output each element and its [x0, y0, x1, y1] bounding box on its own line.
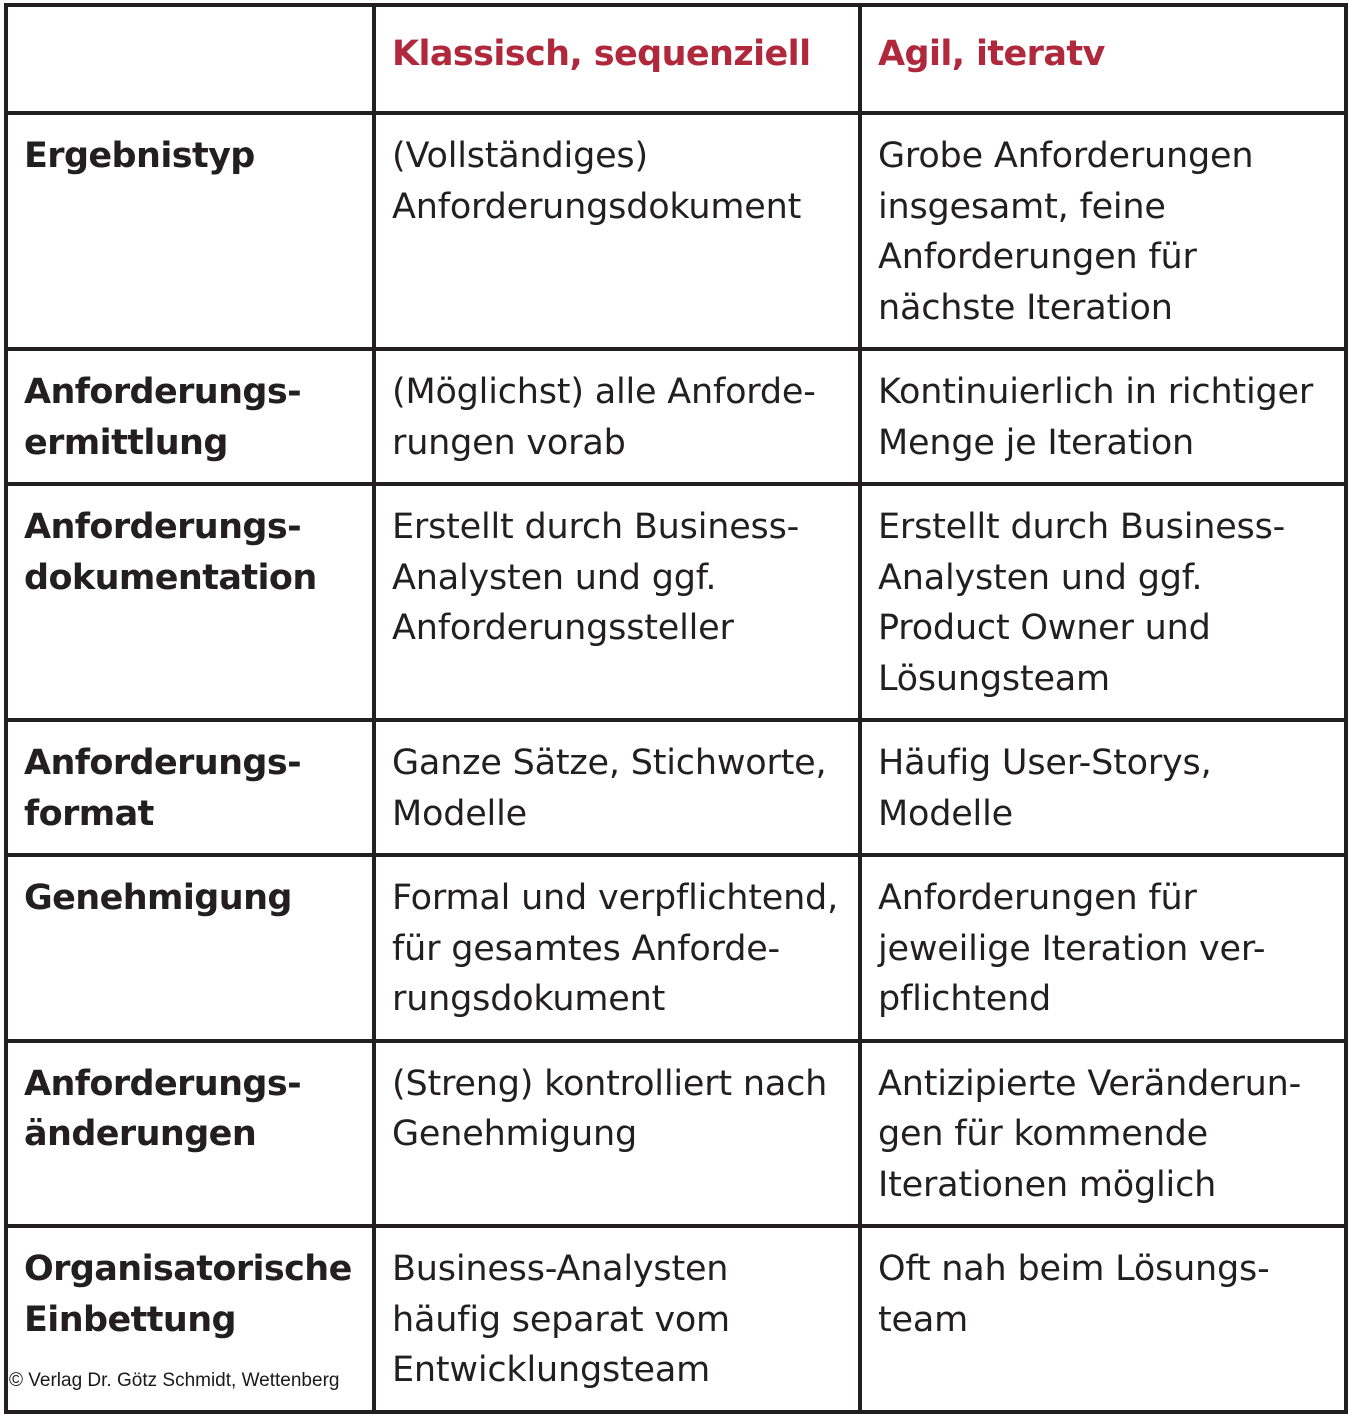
row-label: Anforderungs- änderungen: [6, 1041, 374, 1227]
row-label: Anforderungs- format: [6, 720, 374, 855]
row-label: Ergebnistyp: [6, 113, 374, 349]
cell-agil: Erstellt durch Business- Analysten und ggf. Product Owner und Lösungsteam: [860, 484, 1346, 720]
cell-klassisch: (Möglichst) alle Anforde- rungen vorab: [374, 349, 860, 484]
table-row: [6, 113, 1346, 349]
cell-agil: Kontinuierlich in richtiger Menge je Iteration: [860, 349, 1346, 484]
cell-klassisch: Business-Analysten häufig separat vom Entwicklungsteam: [374, 1226, 860, 1412]
header-corner-cell: [6, 5, 374, 113]
row-label: Anforderungs- ermittlung: [6, 349, 374, 484]
header-klassisch: Klassisch, sequenziell: [374, 5, 860, 113]
cell-agil: Grobe Anforderungen insgesamt, feine Anforderungen für nächste Iteration: [860, 113, 1346, 349]
cell-klassisch: Ganze Sätze, Stichworte, Modelle: [374, 720, 860, 855]
table-row: [6, 855, 1346, 1041]
cell-agil: Anforderungen für jeweilige Iteration ver- pflichtend: [860, 855, 1346, 1041]
cell-klassisch: Erstellt durch Business- Analysten und ggf. Anforderungssteller: [374, 484, 860, 720]
table-row: [6, 1041, 1346, 1227]
row-label: Anforderungs- dokumentation: [6, 484, 374, 720]
cell-agil: Oft nah beim Lösungs- team: [860, 1226, 1346, 1412]
table-header-row: [6, 5, 1346, 113]
cell-klassisch: Formal und verpflichtend, für gesamtes Anforde- rungsdokument: [374, 855, 860, 1041]
table-row: [6, 720, 1346, 855]
cell-klassisch: (Vollständiges) Anforderungsdokument: [374, 113, 860, 349]
cell-agil: Häufig User-Storys, Modelle: [860, 720, 1346, 855]
row-label: Genehmigung: [6, 855, 374, 1041]
row-label: Organisatorische Einbettung: [6, 1226, 374, 1412]
copyright-notice: © Verlag Dr. Götz Schmidt, Wettenberg: [9, 1370, 340, 1391]
cell-klassisch: (Streng) kontrolliert nach Genehmigung: [374, 1041, 860, 1227]
cell-agil: Antizipierte Veränderun- gen für kommende Iterationen möglich: [860, 1041, 1346, 1227]
table-row: [6, 484, 1346, 720]
table-row: [6, 349, 1346, 484]
comparison-table: [4, 3, 1348, 1414]
header-agil: Agil, iteratv: [860, 5, 1346, 113]
